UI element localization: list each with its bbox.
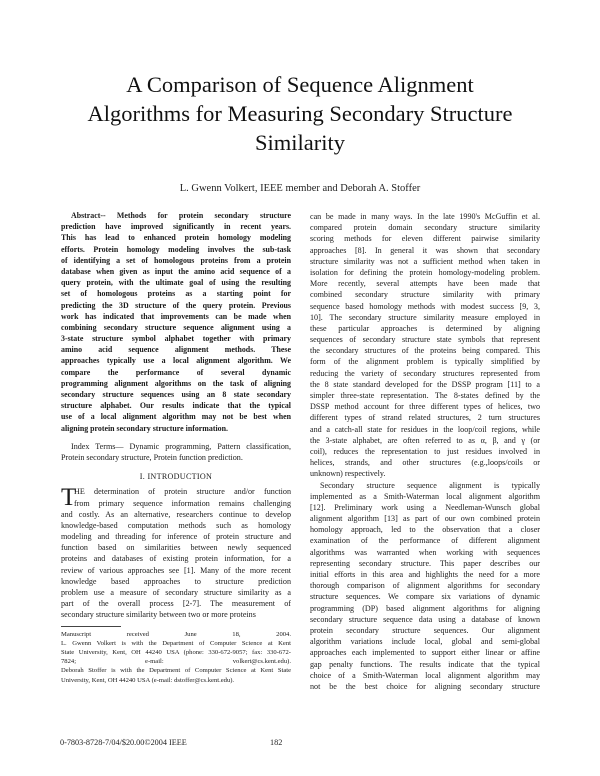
title-line-2: Algorithms for Measuring Secondary Structure xyxy=(87,101,513,126)
abstract-line: work has indicated that improvements can be made when xyxy=(61,311,291,321)
paragraph-line: and a catch-all state for residues in the loop/coil regions, while xyxy=(310,424,540,434)
paragraph-line: isolation for defining the protein homology-modeling problem. xyxy=(310,267,540,277)
abstract-line: use of a local alignment algorithm may not be best when xyxy=(61,412,291,422)
paragraph-line: DSSP method account for three different types of helices, two xyxy=(310,402,540,412)
copyright-footer: 0-7803-8728-7/04/$20.00©2004 IEEE xyxy=(60,738,187,747)
paragraph-line: sequence based homology methods with modest success [9, 3, xyxy=(310,301,540,311)
author-line: L. Gwenn Volkert, IEEE member and Deborah A. Stoffer xyxy=(179,183,421,194)
abstract-line: database when given as input the amino acid sequence of a xyxy=(61,266,291,276)
paragraph-line: approaches each implemented to support either linear or affine xyxy=(310,648,540,658)
paragraph-line: sequences of secondary structure state symbols that represent xyxy=(310,335,540,345)
right-column xyxy=(310,211,540,692)
paragraph-line: examination of the performance of different alignment xyxy=(310,536,540,546)
abstract-line: combining secondary structure sequence alignment using a xyxy=(61,322,291,332)
intro-line: modeling and threading for inference of protein structure and xyxy=(61,532,291,542)
paragraph-line: implemented as a Smith-Waterman local alignment algorithm xyxy=(310,491,540,501)
intro-line: from primary sequence information remains challenging xyxy=(74,498,291,508)
abstract-line: query protein, with the ultimate goal of using the resulting xyxy=(61,278,291,288)
footnote-line: University, Kent, OH 44240 USA (e-mail: dstoffer@cs.kent.edu). xyxy=(61,676,235,684)
paragraph-line: secondary structure sequence data using a database of known xyxy=(310,614,540,624)
paragraph-line: representing secondary structure. This paper describes our xyxy=(310,558,540,568)
intro-line: HE determination of protein structure and/or function xyxy=(74,487,291,497)
paragraph-line: [12]. Preliminary work using a Needleman-Wunsch global xyxy=(310,502,540,512)
footnote-line: L. Gwenn Volkert is with the Department of Computer Science at Kent xyxy=(61,639,291,647)
page-number: 182 xyxy=(270,738,283,747)
abstract-line: secondary structure sequences using an 8 state secondary xyxy=(61,390,291,399)
intro-line: proteins and databases of existing protein information, for a xyxy=(61,554,291,564)
intro-line: problem use a measure of secondary structure similarity as a xyxy=(61,588,291,598)
abstract-line: of identifying a set of homologous proteins from a protein xyxy=(61,255,291,265)
abstract-line: efforts. Protein homology modeling involves the sub-task xyxy=(61,244,291,254)
paragraph-alignment-approach xyxy=(310,480,540,693)
footnote-line: State University, Kent, OH 44240 USA (phone: 330-672-9057; fax: 330-672- xyxy=(61,648,291,656)
paragraph-line: helices, strands, and other structures (e.g.,loops/coils or xyxy=(310,458,540,468)
intro-line: function based on similarities between newly sequenced xyxy=(61,543,291,553)
abstract-line: 3-state structure symbol alphabet together with primary xyxy=(61,334,291,344)
abstract-line: prediction have improved significantly in recent years. xyxy=(61,222,291,232)
footnote-line: Deborah Stoffer is with the Department of Computer Science at Kent State xyxy=(61,667,291,675)
index-terms-line: Protein secondary structure, Protein function prediction. xyxy=(61,452,243,462)
abstract-line: structure alphabet. Our results indicate that the typical xyxy=(61,401,291,411)
paragraph-line: the secondary structures of the proteins being compared. This xyxy=(310,346,540,356)
index-terms-line: Index Terms— Dynamic programming, Pattern classification, xyxy=(71,441,291,451)
paragraph-line: structure sequences. We compare six variations of dynamic xyxy=(310,592,540,602)
abstract-line: aligning protein secondary structure information. xyxy=(61,423,228,433)
paragraph-line: Secondary structure sequence alignment is typically xyxy=(320,480,540,490)
introduction-paragraph xyxy=(61,486,291,620)
paragraph-line: algorithm variations include local, global and semi-global xyxy=(310,637,540,647)
abstract xyxy=(61,210,291,434)
drop-cap: T xyxy=(61,484,77,512)
intro-line: review of various approaches see [1]. Many of the more recent xyxy=(61,565,291,575)
paragraph-line: not be the best choice for aligning secondary structure xyxy=(310,681,540,691)
abstract-line: compare the performance of several dynamic xyxy=(61,367,291,377)
title-line-3: Similarity xyxy=(255,130,345,155)
paragraph-line: programming (DP) based alignment algorithms for aligning xyxy=(310,603,540,613)
abstract-line: approaches typically use a local alignment algorithm. We xyxy=(61,356,291,366)
intro-line: and costly. As an alternative, researchers continue to develop xyxy=(61,509,291,519)
footnotes xyxy=(61,630,291,685)
paragraph-line: these particular approaches is determined by aligning xyxy=(310,323,540,333)
paragraph-line: initial efforts in this area and highlights the need for a more xyxy=(310,570,540,579)
paragraph-line: choice of a Smith-Waterman local alignment algorithm may xyxy=(310,670,540,680)
paragraph-line: combined secondary structure similarity with primary xyxy=(310,290,540,300)
paragraph-line: can be made in many ways. In the late 1990's McGuffin et al. xyxy=(310,212,540,221)
paragraph-line: coil), reduces the representation to just residues involved in xyxy=(310,446,540,456)
abstract-line: set of homologous proteins as a starting point for xyxy=(61,289,291,299)
intro-line: knowledge-based computation methods such as homology xyxy=(61,520,291,530)
paragraph-line: different types of strand related structures, 2 turn structures xyxy=(310,413,540,423)
abstract-line: programming alignment algorithms on the task of aligning xyxy=(61,378,291,388)
paragraph-line: gap penalty functions. The results indicate that the typical xyxy=(310,659,540,669)
paragraph-line: approaches [8]. In general it was shown that secondary xyxy=(310,245,540,255)
paragraph-line: protein secondary structure sequences. Our alignment xyxy=(310,625,540,635)
paragraph-line: the 8 state standard developed for the DSSP program [11] to a xyxy=(310,379,540,389)
left-column xyxy=(61,210,291,685)
paragraph-line: unknown) respectively. xyxy=(310,469,386,479)
paragraph-line: scoring methods for eleven different pairwise similarity xyxy=(310,234,540,244)
abstract-line: Abstract-- Methods for protein secondary structure xyxy=(71,211,291,220)
intro-line: knowledge based approaches to structure prediction xyxy=(61,576,291,586)
paragraph-line: form of the alignment problem is typically simplified by xyxy=(310,357,540,367)
paragraph-line: thorough comparison of alignment algorithms for secondary xyxy=(310,581,540,591)
paragraph-line: 10]. The secondary structure similarity measure employed in xyxy=(310,312,540,322)
paragraph-line: More recently, several attempts have been made that xyxy=(310,279,540,289)
abstract-line: amino acid sequence alignment methods. These xyxy=(61,345,291,355)
paragraph-line: reducing the variety of secondary structures represented from xyxy=(310,368,540,378)
paragraph-line: alignment algorithm [13] as part of our own combined protein xyxy=(310,514,540,524)
abstract-line: predicting the 3D structure of the query protein. Previous xyxy=(61,300,291,310)
paper-title xyxy=(60,70,540,157)
footnote-divider xyxy=(61,626,121,627)
paragraph-line: the 3-state alphabet, are often referred to as α, β, and γ (or xyxy=(310,435,540,445)
intro-line: part of the overall process [2-7]. The measurement of xyxy=(61,599,291,609)
paragraph-line: compared protein domain secondary structure similarity xyxy=(310,223,540,233)
paragraph-line: structure similarity was not a sufficient method when taken in xyxy=(310,256,540,266)
paragraph-related-work xyxy=(310,211,540,480)
title-line-1: A Comparison of Sequence Alignment xyxy=(126,72,474,97)
footnote-line: Manuscript received June 18, 2004. xyxy=(61,630,291,638)
paragraph-line: homology approach, led to the observation that a closer xyxy=(310,525,540,535)
index-terms xyxy=(61,441,291,463)
section-heading-introduction: I. INTRODUCTION xyxy=(139,472,213,482)
paragraph-line: simpler three-state representation. The 8-states defined by the xyxy=(310,391,540,400)
paragraph-line: algorithms was warranted when working with sequences xyxy=(310,547,540,557)
footnote-line: 7824; e-mail: volkert@cs.kent.edu). xyxy=(61,658,291,666)
abstract-line: This has lead to enhanced protein homology modeling xyxy=(61,233,291,243)
intro-line: secondary structure similarity between two or more proteins xyxy=(61,610,256,620)
